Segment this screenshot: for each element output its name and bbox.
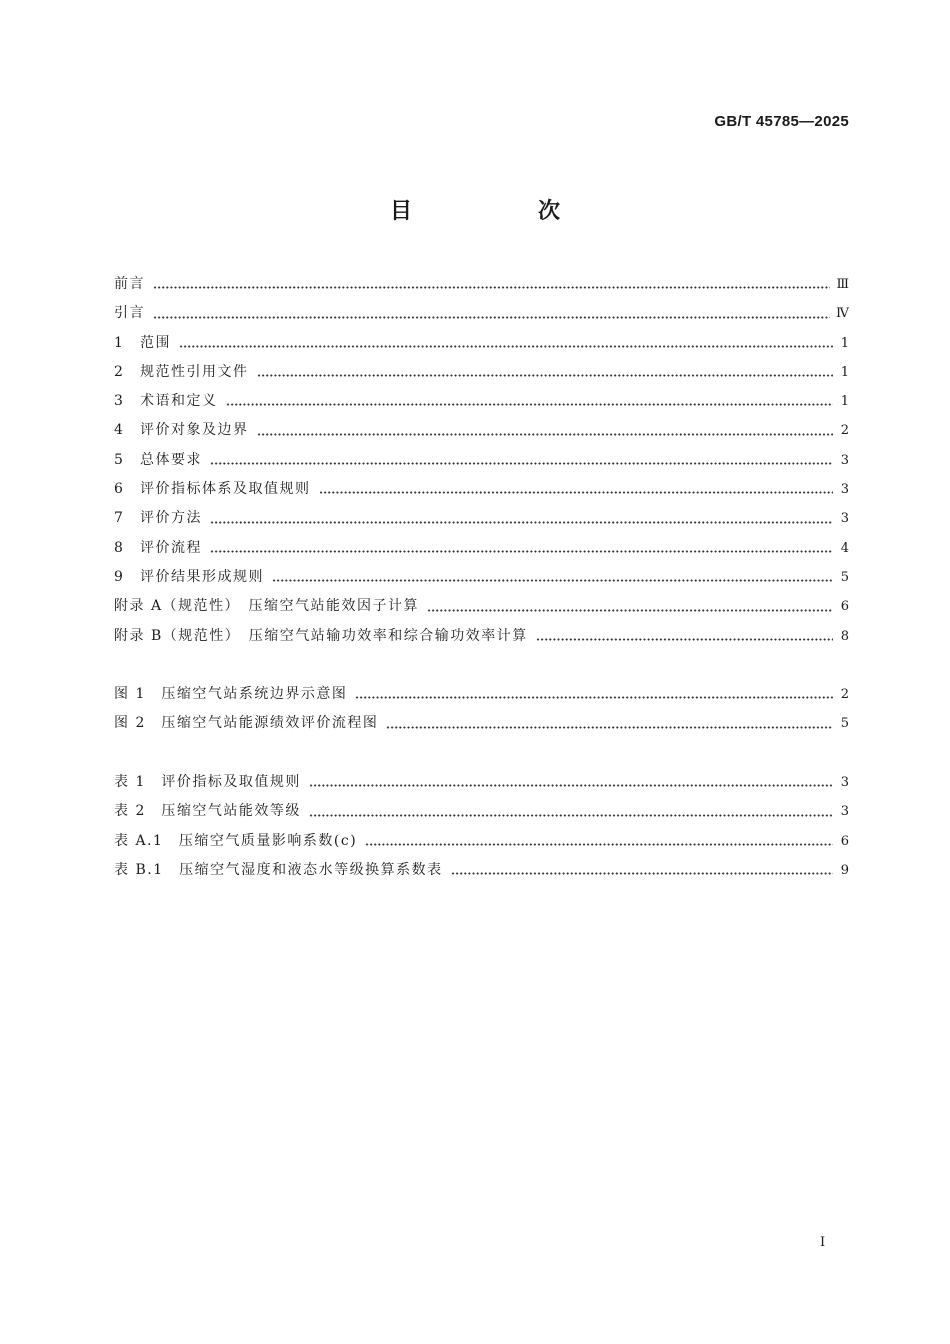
toc-entry-label: 图 2 压缩空气站能源绩效评价流程图 [114,715,379,732]
toc-entry-number: 6 [114,481,123,498]
toc-entry-label: 评价方法 [140,510,202,527]
toc-entry-label: 范围 [140,334,171,351]
toc-entry[interactable] [114,299,849,328]
table-of-contents [114,270,849,885]
toc-entry[interactable] [114,504,849,533]
toc-page-number: 3 [840,511,849,527]
toc-entry-label: 表 2 压缩空气站能效等级 [114,803,301,820]
toc-entry[interactable] [114,358,849,387]
toc-figures [114,680,849,739]
toc-entry[interactable] [114,475,849,504]
dot-leader [153,316,830,319]
toc-entry-label: 图 1 压缩空气站系统边界示意图 [114,686,348,703]
toc-entry-number: 2 [114,363,123,380]
toc-entry-label: 评价对象及边界 [140,422,249,439]
toc-page-number: 2 [840,423,849,439]
dot-leader [179,345,833,348]
toc-entry[interactable] [114,592,849,621]
section-gap [114,651,849,680]
toc-entry[interactable] [114,534,849,563]
toc-entry[interactable] [114,446,849,475]
toc-page-number: 2 [840,687,849,703]
toc-page-number: 5 [840,569,849,585]
dot-leader [257,433,834,436]
dot-leader [210,521,833,524]
toc-entry-number: 1 [114,334,123,351]
toc-entry-label: 规范性引用文件 [140,363,249,380]
toc-figure-entry[interactable] [114,709,849,738]
toc-page-number: 3 [840,804,849,820]
toc-entries [114,270,849,651]
toc-page-number: Ⅳ [836,306,849,322]
toc-entry-number: 5 [114,451,123,468]
toc-table-entry[interactable] [114,797,849,826]
dot-leader [272,579,833,582]
toc-entry[interactable] [114,563,849,592]
section-gap [114,739,849,768]
toc-page-number: 3 [840,452,849,468]
toc-page-number: 5 [840,716,849,732]
dot-leader [309,784,833,787]
dot-leader [386,726,833,729]
dot-leader [309,814,833,817]
toc-entry[interactable] [114,270,849,299]
toc-page-number: 1 [840,394,849,410]
toc-entry-label: 评价流程 [140,539,202,556]
toc-entry-label: 附录 A（规范性） 压缩空气站能效因子计算 [114,598,420,615]
dot-leader [365,843,833,846]
toc-page-number: 6 [840,599,849,615]
dot-leader [210,550,833,553]
toc-entry-label: 评价指标体系及取值规则 [140,481,311,498]
standard-number: GB/T 45785—2025 [714,113,849,130]
toc-entry-label: 评价结果形成规则 [140,568,264,585]
toc-entry-number: 4 [114,422,123,439]
toc-entry-label: 表 1 评价指标及取值规则 [114,774,301,791]
dot-leader [210,462,833,465]
toc-page-number: 3 [840,775,849,791]
toc-entry-number: 3 [114,393,123,410]
dot-leader [451,872,833,875]
toc-tables [114,768,849,885]
toc-entry-label: 总体要求 [140,451,202,468]
toc-table-entry[interactable] [114,856,849,885]
toc-entry[interactable] [114,416,849,445]
page-folio: Ⅰ [820,1235,826,1250]
dot-leader [257,374,834,377]
toc-entry-number: 8 [114,539,123,556]
dot-leader [355,696,833,699]
toc-entry-label: 前言 [114,276,145,292]
dot-leader [536,638,833,641]
dot-leader [319,491,834,494]
toc-page-number: Ⅲ [836,277,849,292]
toc-entry-label: 表 A.1 压缩空气质量影响系数(c) [114,832,358,849]
dot-leader [153,286,830,289]
toc-table-entry[interactable] [114,768,849,797]
toc-title: 目 次 [389,199,612,224]
toc-entry-number: 9 [114,568,123,585]
toc-page-number: 3 [840,482,849,498]
toc-entry-label: 附录 B（规范性） 压缩空气站输功效率和综合输功效率计算 [114,627,528,644]
toc-entry-label: 术语和定义 [140,393,218,410]
toc-page-number: 1 [840,335,849,351]
toc-figure-entry[interactable] [114,680,849,709]
toc-page-number: 8 [840,628,849,644]
toc-page-number: 4 [840,540,849,556]
toc-table-entry[interactable] [114,827,849,856]
toc-entry[interactable] [114,622,849,651]
toc-entry-label: 表 B.1 压缩空气湿度和液态水等级换算系数表 [114,861,443,878]
toc-page-number: 9 [840,862,849,878]
toc-entry[interactable] [114,387,849,416]
toc-page-number: 6 [840,833,849,849]
dot-leader [226,403,834,406]
toc-entry[interactable] [114,329,849,358]
toc-page-number: 1 [840,364,849,380]
toc-entry-number: 7 [114,510,123,527]
toc-entry-label: 引言 [114,305,145,322]
dot-leader [427,609,833,612]
